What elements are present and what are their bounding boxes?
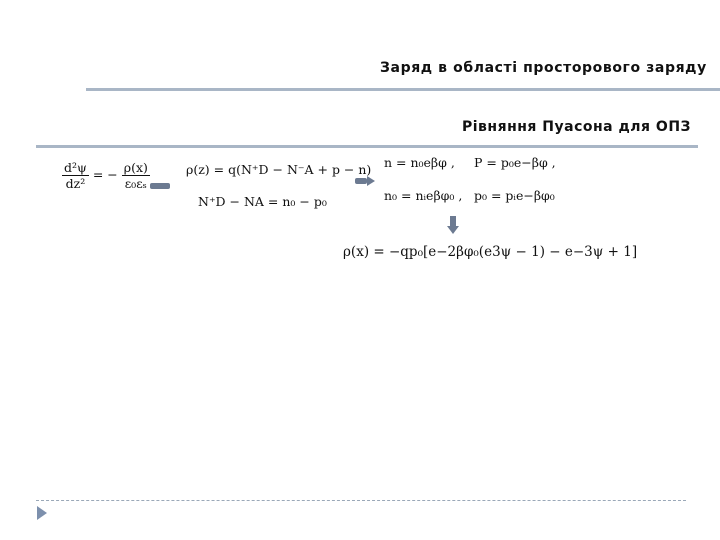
arrow-right-icon (367, 176, 375, 186)
poisson-rhs-denominator: ε₀εₛ (124, 176, 147, 191)
slide-subtitle: Рівняння Пуасона для ОПЗ (462, 119, 691, 135)
play-triangle-icon (37, 506, 47, 520)
arrow-shaft-down (450, 216, 456, 226)
n-carrier-equation: n = n₀eβφ , (384, 155, 455, 170)
title-divider (86, 88, 720, 91)
subtitle-divider (36, 145, 698, 148)
neutrality-equation: N⁺D − NA = n₀ − p₀ (198, 194, 327, 209)
slide-title: Заряд в області просторового заряду (380, 60, 707, 76)
footer-divider (36, 500, 686, 501)
arrow-shaft-right (355, 178, 367, 184)
charge-density-equation: ρ(z) = q(N⁺D − N⁻A + p − n) (186, 162, 372, 177)
poisson-equation (62, 160, 150, 191)
result-equation: ρ(x) = −qp₀[e−2βφ₀(e3ψ − 1) − e−3ψ + 1] (343, 244, 638, 260)
poisson-rhs-numerator: ρ(x) (123, 160, 148, 175)
p-carrier-equation: P = p₀e−βφ , (474, 155, 556, 170)
n0-equation: n₀ = nᵢeβφ₀ , (384, 188, 463, 203)
arrow-connector-1 (150, 183, 170, 189)
poisson-lhs-denominator: dz² (65, 176, 86, 191)
arrow-down-icon (447, 226, 459, 234)
p0-equation: p₀ = pᵢe−βφ₀ (474, 188, 555, 203)
poisson-equals: = − (92, 167, 118, 182)
poisson-lhs-numerator: d²ψ (64, 160, 87, 175)
